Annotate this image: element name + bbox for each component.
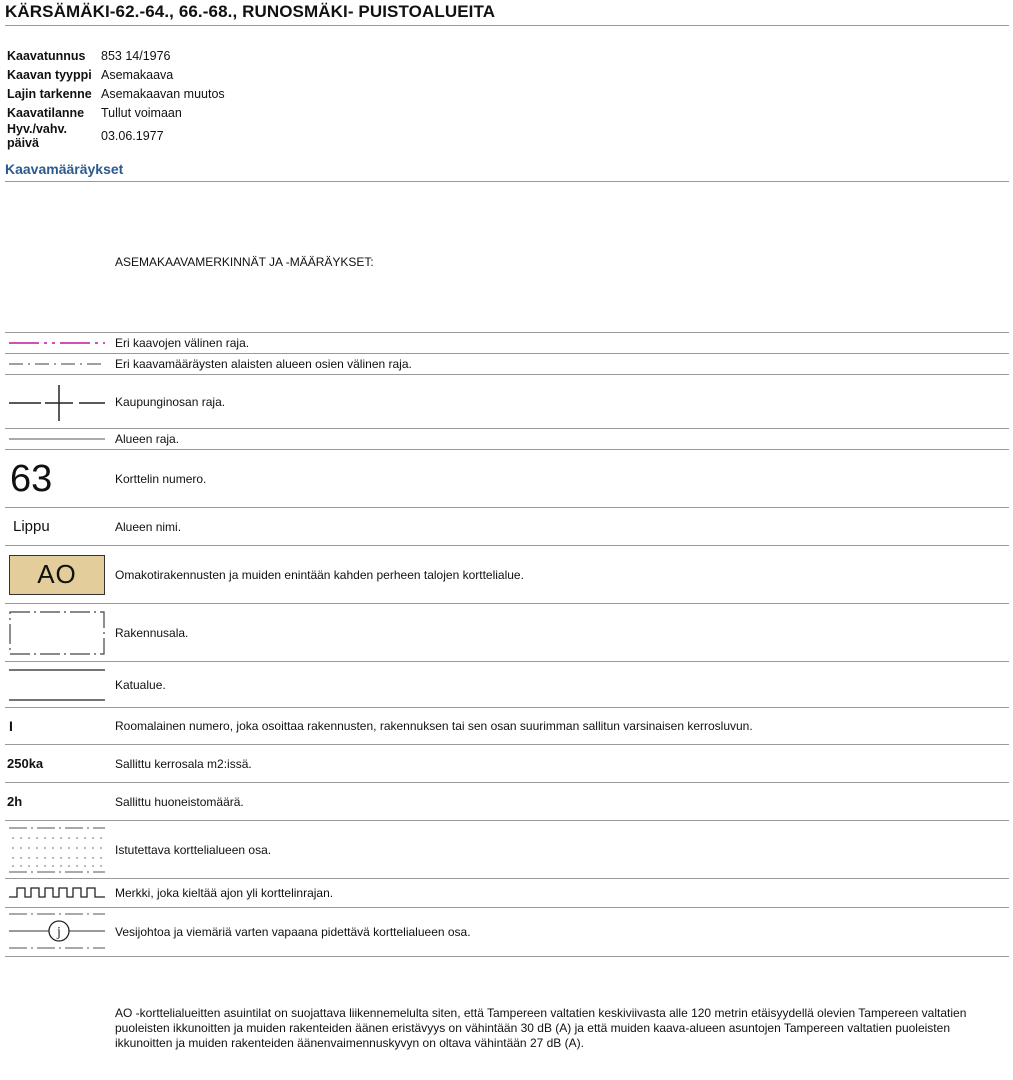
meta-value: Asemakaavan muutos (101, 86, 225, 101)
meta-value: 03.06.1977 (101, 129, 164, 143)
meta-value: 853 14/1976 (101, 48, 171, 63)
legend-intro: ASEMAKAAVAMERKINNÄT JA -MÄÄRÄYKSET: (115, 255, 374, 269)
legend-row (5, 820, 1009, 878)
legend-row (5, 428, 1009, 449)
meta-key: Kaavatilanne (7, 105, 85, 120)
meta-row (7, 84, 225, 103)
plan-metadata (7, 46, 225, 150)
section-divider (5, 181, 1009, 182)
block-number-symbol: 63 (10, 457, 53, 500)
legend-row (5, 332, 1009, 353)
meta-value: Tullut voimaan (101, 105, 182, 120)
meta-row (7, 46, 225, 65)
legend-text: Rakennusala. (115, 625, 189, 640)
district-border-icon (5, 375, 109, 428)
legend-text: Katualue. (115, 677, 166, 692)
page-title: KÄRSÄMÄKI-62.-64., 66.-68., RUNOSMÄKI- PUISTOALUEITA (5, 2, 496, 21)
legend-text: Omakotirakennusten ja muiden enintään kahden perheen talojen korttelialue. (115, 567, 524, 582)
legend-text: Merkki, joka kieltää ajon yli korttelinrajan. (115, 886, 334, 900)
svg-text:j: j (57, 925, 61, 940)
meta-row (7, 103, 225, 122)
legend-row (5, 507, 1009, 545)
area-border-icon (5, 429, 109, 449)
section-title: Kaavamääräykset (5, 161, 124, 177)
floor-area-symbol: 250ka (7, 756, 44, 771)
legend-text: Roomalainen numero, joka osoittaa rakennusten, rakennuksen tai sen osan suurimman sallitun varsinaisen kerrosluvun. (115, 719, 753, 733)
legend-text: Vesijohtoa ja viemäriä varten vapaana pidettävä korttelialueen osa. (115, 925, 471, 939)
gray-dash-dot-line-icon (5, 354, 109, 374)
meta-key: Hyv./vahv. päivä (7, 122, 67, 150)
legend-text: Istutettava korttelialueen osa. (115, 842, 272, 857)
legend-row (5, 782, 1009, 820)
roman-numeral-symbol: I (9, 718, 13, 734)
ao-block-symbol: AO (5, 546, 109, 603)
meta-row (7, 65, 225, 84)
legend-text: Kaupunginosan raja. (115, 394, 226, 409)
legend-row (5, 545, 1009, 603)
legend-row (5, 603, 1009, 661)
meta-value: Asemakaava (101, 67, 174, 82)
legend-row (5, 353, 1009, 374)
dotted-area-icon (5, 821, 109, 878)
legend-text: Eri kaavamääräysten alaisten alueen osien välinen raja. (115, 357, 412, 371)
legend-row (5, 449, 1009, 507)
building-area-icon (5, 604, 109, 661)
legend-text: Sallittu kerrosala m2:issä. (115, 756, 252, 771)
meta-key: Kaavatunnus (7, 48, 86, 63)
legend-text: Alueen raja. (115, 432, 180, 446)
legend-text: Sallittu huoneistomäärä. (115, 794, 244, 809)
no-access-sign-icon (5, 879, 109, 907)
meta-row (7, 122, 225, 150)
legend-row (5, 878, 1009, 907)
apartment-count-symbol: 2h (7, 794, 23, 809)
area-name-symbol: Lippu (13, 518, 50, 535)
meta-key: Lajin tarkenne (7, 86, 92, 101)
legend-text: Eri kaavojen välinen raja. (115, 336, 250, 350)
water-pipe-icon (5, 908, 109, 956)
legend-row (5, 907, 1009, 957)
title-divider (5, 25, 1009, 26)
meta-key: Kaavan tyyppi (7, 67, 92, 82)
legend-text: Alueen nimi. (115, 519, 182, 534)
legend-row (5, 661, 1009, 707)
legend-text: Korttelin numero. (115, 471, 207, 486)
legend-table (5, 332, 1009, 957)
legend-row (5, 374, 1009, 428)
legend-row (5, 707, 1009, 744)
street-area-icon (5, 662, 109, 707)
noise-regulation-note: AO -korttelialueitten asuintilat on suojattava liikennemelulta siten, että Tampereen valtatien keskiviivasta alle 120 metrin etäisyydellä olevien Tampereen valtatien puoleisten ikkunoitten ja muiden rakenteiden äänen eristävyys on vähintään 30 dB (A) ja että muiden kaava-alueen asuntojen Tampereen valtatien puoleisten ikkunoitten ja muiden rakenteiden äänenvaimennuskyvyn on oltava vähintään 27 dB (A). (115, 1006, 967, 1050)
legend-row (5, 744, 1009, 782)
pink-dash-dot-line-icon (5, 333, 109, 353)
